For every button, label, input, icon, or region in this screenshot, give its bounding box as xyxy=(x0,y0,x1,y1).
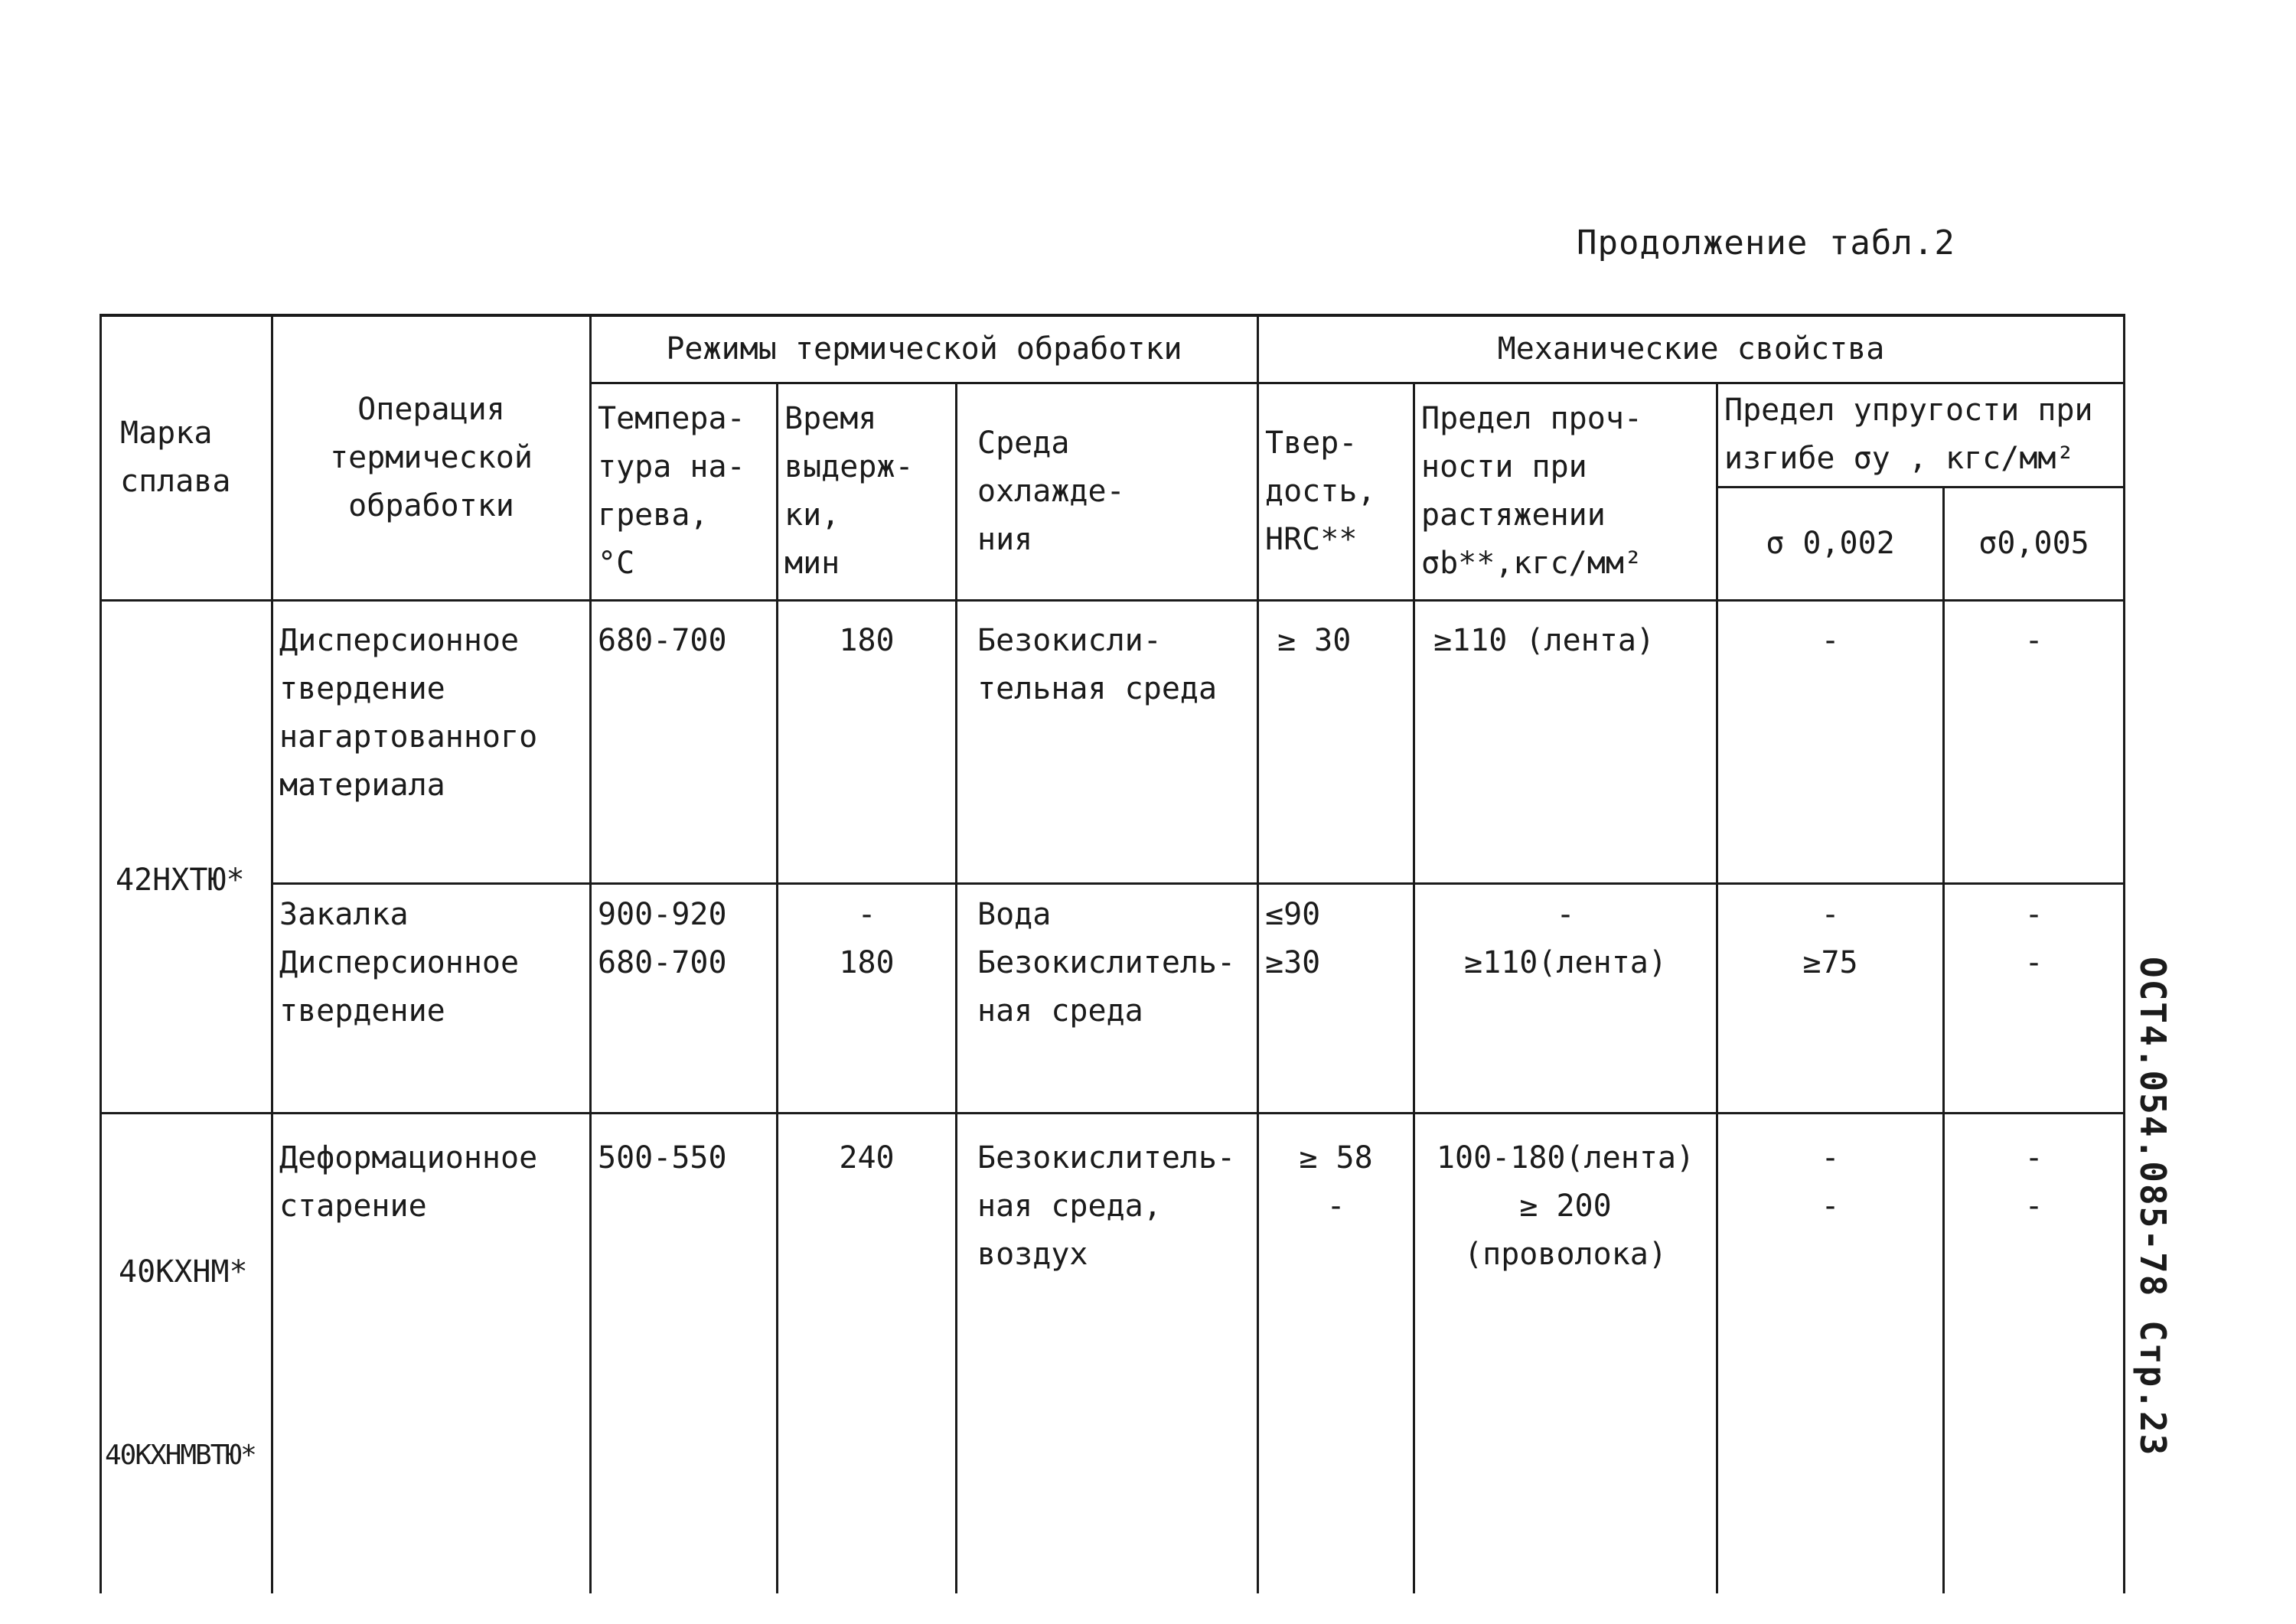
row1-sigma-0002: - xyxy=(1717,600,1944,883)
row3-hardness: ≥ 58 - xyxy=(1258,1113,1414,1593)
header-time: Время выдерж- ки, мин xyxy=(778,383,957,600)
alloy-cell xyxy=(101,600,272,1113)
row2-cooling: Вода Безокислитель- ная среда xyxy=(957,883,1258,1113)
row2-operation: Закалка Дисперсионное твердение xyxy=(272,883,591,1113)
row2-sigma-0005: - - xyxy=(1944,883,2125,1113)
row3-sigma-0005: - - xyxy=(1944,1113,2125,1593)
row1-hardness: ≥ 30 xyxy=(1258,600,1414,883)
header-temperature: Темпера- тура на- грева, °C xyxy=(591,383,778,600)
alloy-40khnm: 40КХНМ* xyxy=(119,1254,248,1290)
row1-strength: ≥110 (лента) xyxy=(1414,600,1717,883)
header-cooling: Среда охлажде- ния xyxy=(957,383,1258,600)
row2-sigma-0002: - ≥75 xyxy=(1717,883,1944,1113)
row2-time: - 180 xyxy=(778,883,957,1113)
alloy-40khnmvtyu: 40КХНМВТЮ* xyxy=(105,1439,256,1471)
row3-cooling: Безокислитель- ная среда, воздух xyxy=(957,1113,1258,1593)
row3-sigma-0002: - - xyxy=(1717,1113,1944,1593)
row2-temperature: 900-920 680-700 xyxy=(591,883,778,1113)
header-strength: Предел проч- ности при растяжении σb**,кгс/мм² xyxy=(1414,383,1717,600)
row3-strength: 100-180(лента) ≥ 200 (проволока) xyxy=(1414,1113,1717,1593)
table-caption: Продолжение табл.2 xyxy=(1577,223,1955,263)
row3-operation: Деформационное старение xyxy=(272,1113,591,1593)
document-code: ОСТ4.054.085-78 Стр.23 xyxy=(2132,957,2174,1457)
row1-time: 180 xyxy=(778,600,957,883)
header-elasticity: Предел упругости при изгибе σу , кгс/мм² xyxy=(1717,383,2125,487)
heat-treatment-table xyxy=(99,314,2125,1593)
header-modes: Режимы термической обработки xyxy=(591,315,1258,383)
header-hardness: Твер- дость, HRC** xyxy=(1258,383,1414,600)
header-sigma-0002: σ 0,002 xyxy=(1717,487,1944,600)
alloy-cell-2 xyxy=(101,1113,272,1593)
header-alloy: Марка сплава xyxy=(101,315,272,600)
row1-sigma-0005: - xyxy=(1944,600,2125,883)
header-sigma-0005: σ0,005 xyxy=(1944,487,2125,600)
row1-cooling: Безокисли- тельная среда xyxy=(957,600,1258,883)
header-operation: Операция термической обработки xyxy=(272,315,591,600)
row2-hardness: ≤90 ≥30 xyxy=(1258,883,1414,1113)
alloy-42nhtyu: 42НХТЮ* xyxy=(116,863,245,898)
row3-time: 240 xyxy=(778,1113,957,1593)
row1-operation: Дисперсионное твердение нагартованного материала xyxy=(272,600,591,883)
row3-temperature: 500-550 xyxy=(591,1113,778,1593)
row2-strength: - ≥110(лента) xyxy=(1414,883,1717,1113)
header-mechanical: Механические свойства xyxy=(1258,315,2125,383)
row1-temperature: 680-700 xyxy=(591,600,778,883)
